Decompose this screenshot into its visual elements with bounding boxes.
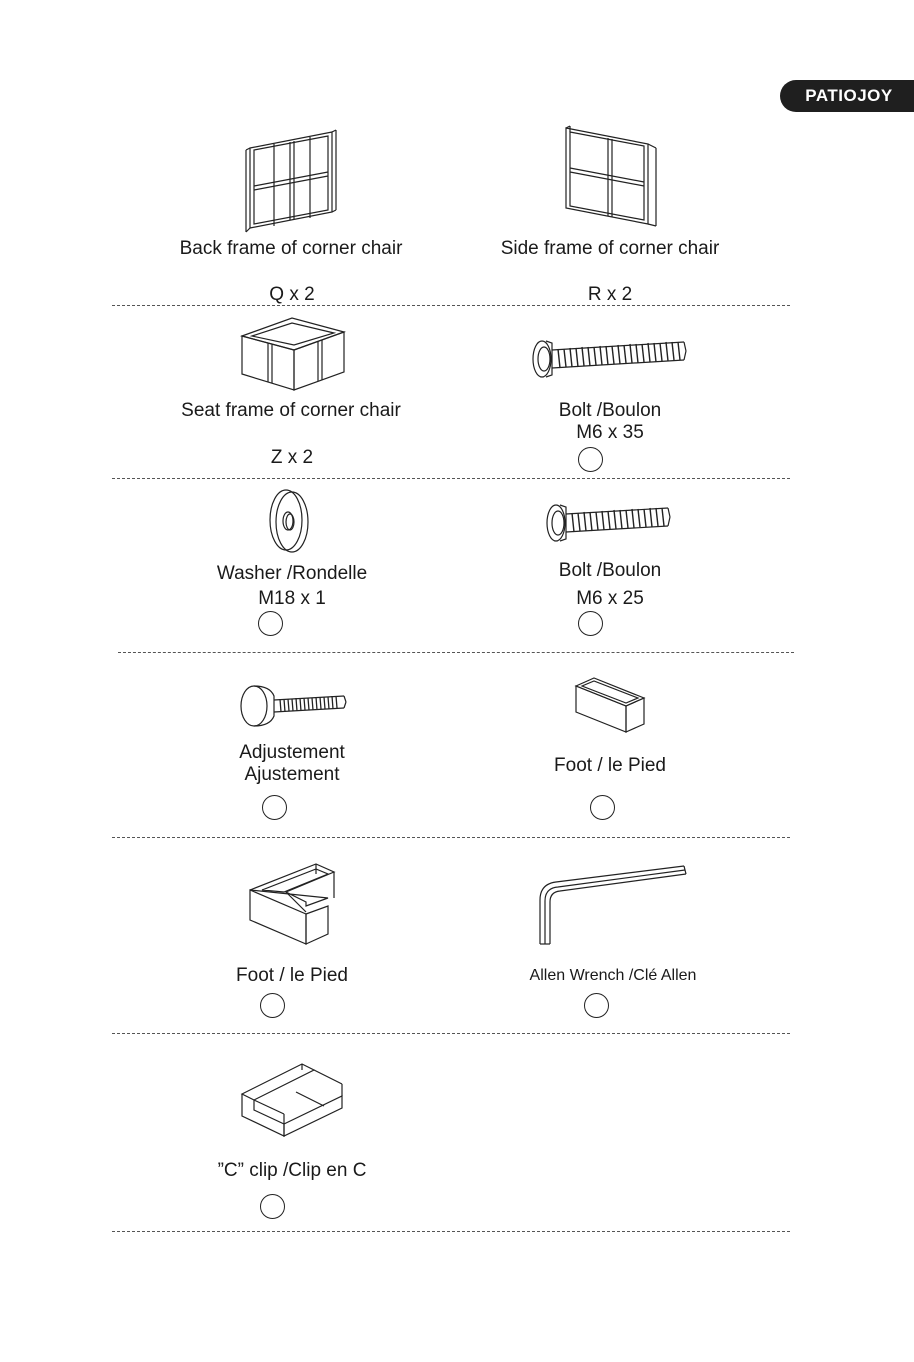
c-clip-label: ”C” clip /Clip en C: [217, 1160, 367, 1181]
row-divider: [112, 837, 790, 838]
washer-illustration: [266, 486, 314, 556]
washer-label: Washer /Rondelle: [216, 563, 368, 584]
row-divider: [112, 305, 790, 306]
c-clip-illustration: [238, 1060, 346, 1146]
allen-wrench-label: Allen Wrench /Clé Allen: [529, 967, 697, 984]
foot-corner-illustration: [246, 860, 338, 946]
allen-wrench-quantity-circle: [584, 993, 609, 1018]
allen-wrench-illustration: [526, 862, 688, 946]
back-frame-quantity: Q x 2: [269, 284, 315, 305]
bolt-m6x25-quantity-circle: [578, 611, 603, 636]
adjustment-label-fr: Ajustement: [244, 764, 340, 785]
logo-text: PATIOJOY: [805, 86, 893, 105]
bolt-m6x35-quantity-circle: [578, 447, 603, 472]
bolt-m6x25-illustration: [544, 496, 674, 550]
patiojoy-logo: [780, 80, 914, 112]
adjustment-quantity-circle: [262, 795, 287, 820]
row-divider: [118, 652, 794, 653]
bolt-m6x25-label: Bolt /Boulon: [558, 560, 662, 581]
seat-frame-illustration: [238, 314, 348, 392]
foot-straight-quantity-circle: [590, 795, 615, 820]
seat-frame-label: Seat frame of corner chair: [181, 400, 401, 421]
washer-quantity-circle: [258, 611, 283, 636]
foot-straight-illustration: [572, 674, 648, 736]
row-divider: [112, 1231, 790, 1232]
row-divider: [112, 478, 790, 479]
c-clip-quantity-circle: [260, 1194, 285, 1219]
row-divider: [112, 1033, 790, 1034]
bolt-m6x35-illustration: [530, 332, 690, 386]
back-frame-label: Back frame of corner chair: [179, 238, 403, 259]
bolt-m6x35-label: Bolt /Boulon: [558, 400, 662, 421]
foot-straight-label: Foot / le Pied: [554, 755, 666, 776]
side-frame-label: Side frame of corner chair: [500, 238, 720, 259]
seat-frame-quantity: Z x 2: [270, 447, 314, 468]
adjustment-label-en: Adjustement: [239, 742, 345, 763]
foot-corner-quantity-circle: [260, 993, 285, 1018]
back-frame-illustration: [244, 128, 340, 234]
bolt-m6x35-size: M6 x 35: [576, 422, 644, 443]
side-frame-quantity: R x 2: [587, 284, 633, 305]
bolt-m6x25-size: M6 x 25: [576, 588, 644, 609]
foot-corner-label: Foot / le Pied: [236, 965, 348, 986]
side-frame-illustration: [562, 124, 660, 228]
washer-size: M18 x 1: [258, 588, 326, 609]
adjustment-foot-illustration: [238, 682, 348, 730]
